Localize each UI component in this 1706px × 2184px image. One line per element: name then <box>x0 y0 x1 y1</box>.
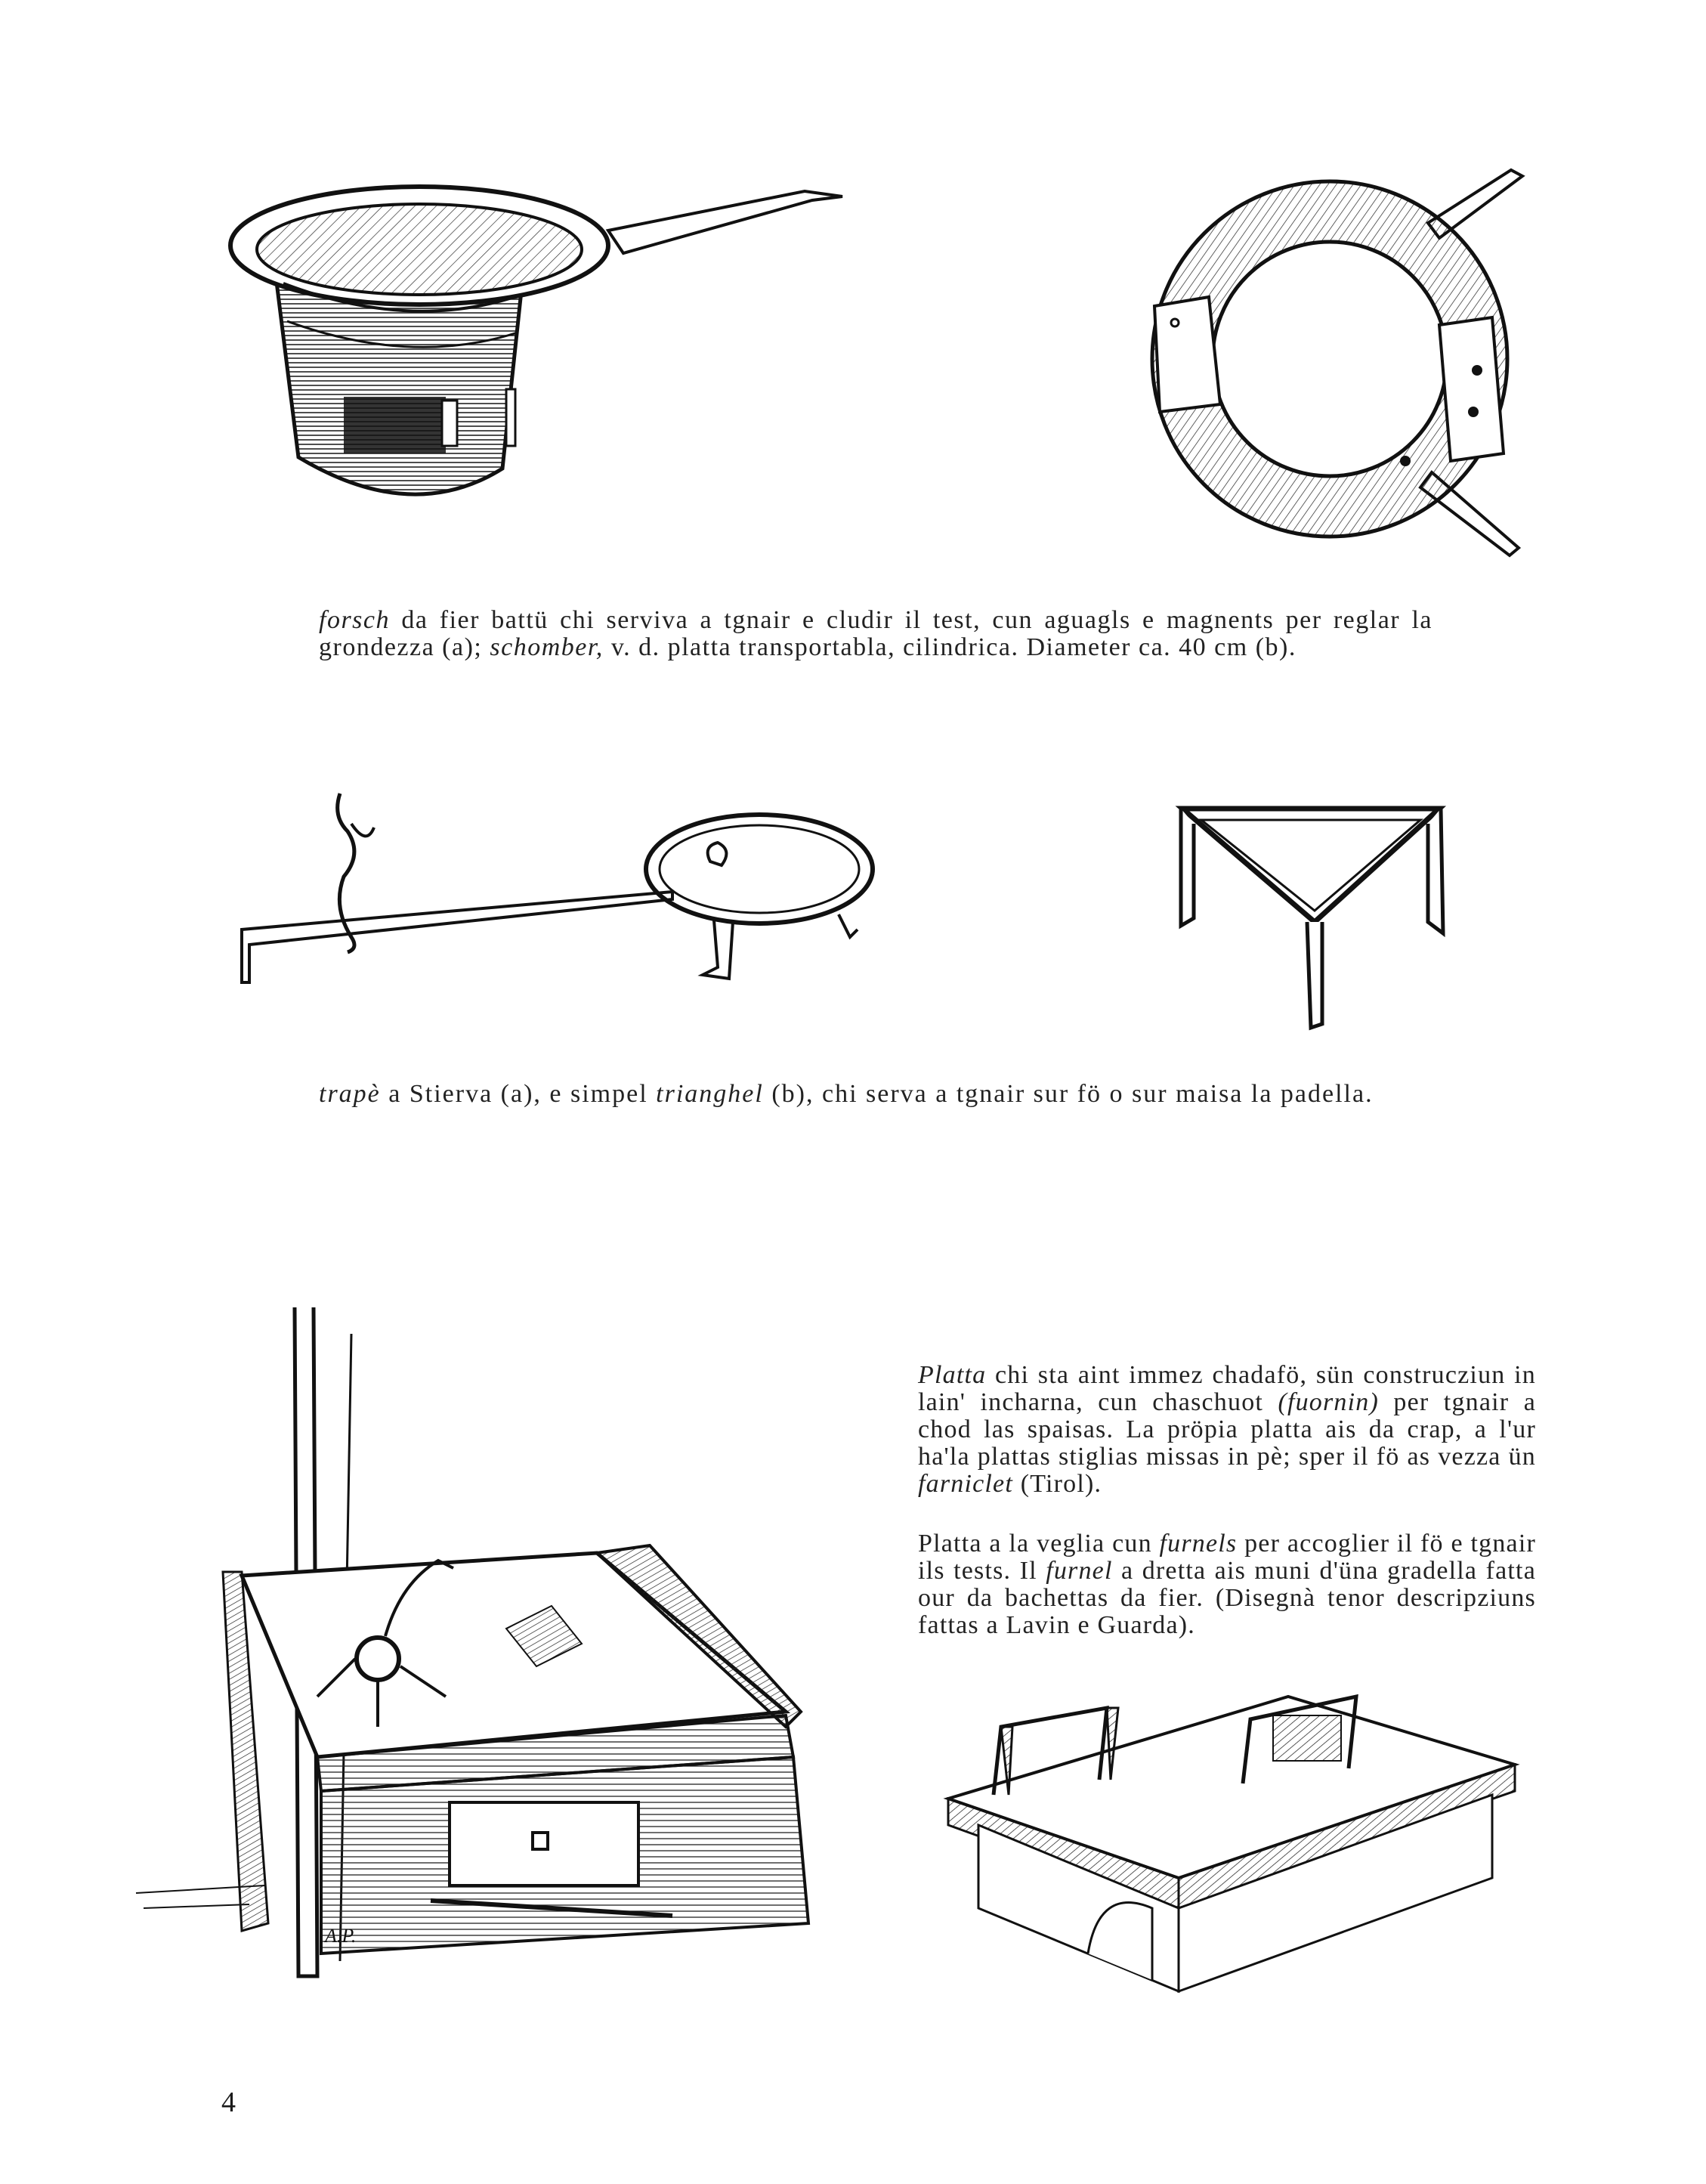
paragraph-1-term-3: farniclet <box>918 1470 1013 1498</box>
illustration-platta-veglia <box>918 1681 1530 1999</box>
paragraph-1-text-1: chi sta aint immez chadafö, sün construcziun in lain' incharna, cun chaschuot <box>918 1361 1536 1416</box>
illustration-schomber <box>1141 155 1556 567</box>
paragraph-1-term-1: Platta <box>918 1361 987 1389</box>
caption-middle <box>319 1081 1432 1108</box>
paragraph-2-text-3: a dretta ais muni d'üna gradella fatta our da bachettas da fier. (Disegnà tenor descripziuns fattas a Lavin e Guarda). <box>918 1557 1536 1639</box>
paragraph-platta-veglia <box>918 1530 1536 1639</box>
illustration-platta-kitchen <box>128 1304 854 1991</box>
caption-middle-text-2: (b), chi serva a tgnair sur fö o sur maisa la padella. <box>763 1080 1374 1108</box>
paragraph-1-term-2: (fuornin) <box>1278 1388 1380 1416</box>
paragraph-2-text-2: per accoglier il fö e tgnair ils tests. Il <box>918 1530 1536 1585</box>
illustration-trape <box>219 786 884 998</box>
caption-middle-term-1: trapè <box>319 1080 381 1108</box>
caption-top <box>319 607 1432 661</box>
caption-top-term-2: schomber, <box>490 633 604 661</box>
caption-middle-term-2: trianghel <box>656 1080 764 1108</box>
caption-top-text-2: v. d. platta transportabla, cilindrica. Diameter ca. 40 cm (b). <box>603 633 1296 661</box>
caption-top-text-1: da fier battü chi serviva a tgnair e cludir il test, cun aguagls e magnents per reglar la grondezza (a); <box>319 606 1432 661</box>
illustration-trianghel <box>1167 801 1462 1032</box>
paragraph-1-text-2: per tgnair a chod las spaisas. La pröpia platta ais da crap, a l'ur ha'la plattas stiglias missas in pè; sper il fö as vezza ün <box>918 1388 1536 1471</box>
paragraph-platta-description <box>918 1362 1536 1498</box>
caption-middle-text-1: a Stierva (a), e simpel <box>380 1080 657 1108</box>
illustration-forsch <box>215 170 850 521</box>
illustrator-signature: A.P. <box>325 1925 357 1947</box>
paragraph-2-term-2: furnel <box>1046 1557 1113 1585</box>
caption-top-term-1: forsch <box>319 606 390 634</box>
paragraph-2-text-1: Platta a la veglia cun <box>918 1530 1160 1558</box>
paragraph-2-term-1: furnels <box>1159 1530 1238 1558</box>
page-number: 4 <box>221 2087 236 2118</box>
paragraph-1-text-3: (Tirol). <box>1013 1470 1102 1498</box>
